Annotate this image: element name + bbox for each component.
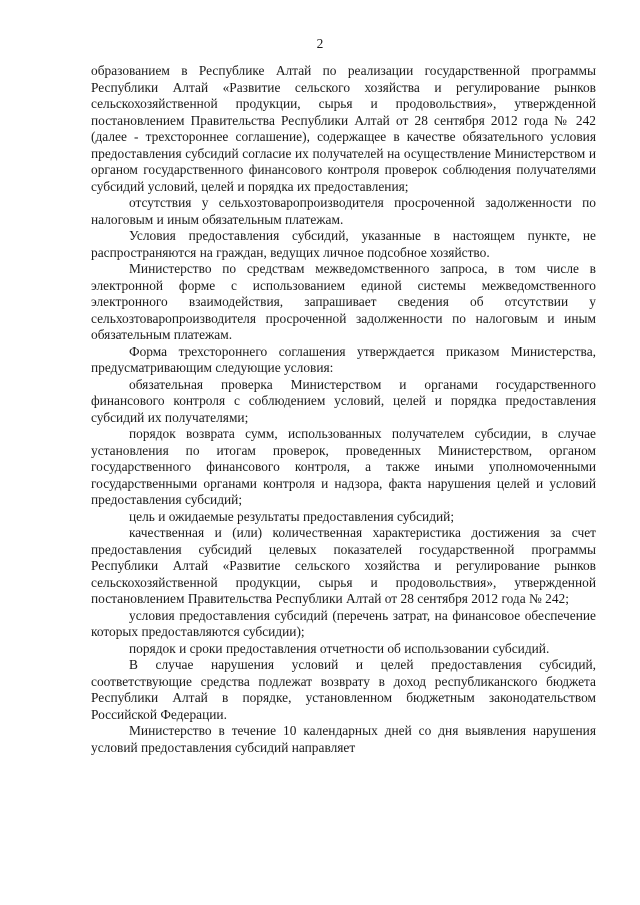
paragraph-household-exception: Условия предоставления субсидий, указанные в настоящем пункте, не распространяются на граждан, ведущих личное подсобное хозяйство. [91,228,596,260]
paragraph-violation-refund: В случае нарушения условий и целей предоставления субсидий, соответствующие средства подлежат возврату в доход республиканского бюджета Республики Алтай в порядке, установленном бюджетным законодательством Российской Федерации. [91,657,596,722]
paragraph-agreement-form: Форма трехстороннего соглашения утверждается приказом Министерства, предусматривающим следующие условия: [91,343,596,375]
paragraph-reporting: порядок и сроки предоставления отчетности об использовании субсидий. [129,640,550,656]
paragraph-goals-results: цель и ожидаемые результаты предоставления субсидий; [129,508,455,524]
paragraph-no-tax-debt: отсутствия у сельхозтоваропроизводителя просроченной задолженности по налоговым и иным обязательным платежам. [91,195,596,227]
paragraph-mandatory-check: обязательная проверка Министерством и органами государственного финансового контроля с соблюдением условий, целей и порядка предоставления субсидий их получателями; [91,376,596,425]
paragraph-target-indicators: качественная и (или) количественная характеристика достижения за счет предоставления субсидий целевых показателей государственной программы Республики Алтай «Развитие сельского хозяйства и регулирование рынков сельскохозяйственной продукции, сырья и продовольствия», утвержденной постановлением Правительства Республики Алтай от 28 сентября 2012 года № 242; [91,525,596,606]
paragraph-refund-procedure: порядок возврата сумм, использованных получателем субсидии, в случае установления по итогам проверок, проведенных Министерством, органом государственного финансового контроля, а также иными уполномоченными государственными органами контроля и надзора, факта нарушения целей и условий предоставления субсидий; [91,426,596,507]
paragraph-subsidy-conditions: условия предоставления субсидий (перечень затрат, на финансовое обеспечение которых предоставляются субсидии); [91,607,596,639]
paragraph-interagency-request: Министерство по средствам межведомственного запроса, в том числе в электронной форме с использованием единой системы межведомственного электронного взаимодействия, запрашивает сведения об отсутствии у сельхозтоваропроизводителя просроченной задолженности по налоговым и иным обязательным платежам. [91,261,596,342]
document-body [91,63,596,756]
paragraph-agreement-clause: образованием в Республике Алтай по реализации государственной программы Республики Алтай «Развитие сельского хозяйства и регулирование рынков сельскохозяйственной продукции, сырья и продовольствия», утвержденной постановлением Правительства Республики Алтай от 28 сентября 2012 года № 242 (далее - трехстороннее соглашение), содержащее в качестве обязательного условия предоставления субсидий согласие их получателей на осуществление Министерством и органом государственного финансового контроля проверок соблюдения получателями субсидий условий, целей и порядка их предоставления; [91,63,596,194]
page-number: 2 [316,36,324,51]
paragraph-ministry-notice: Министерство в течение 10 календарных дней со дня выявления нарушения условий предоставления субсидий направляет [91,723,596,755]
